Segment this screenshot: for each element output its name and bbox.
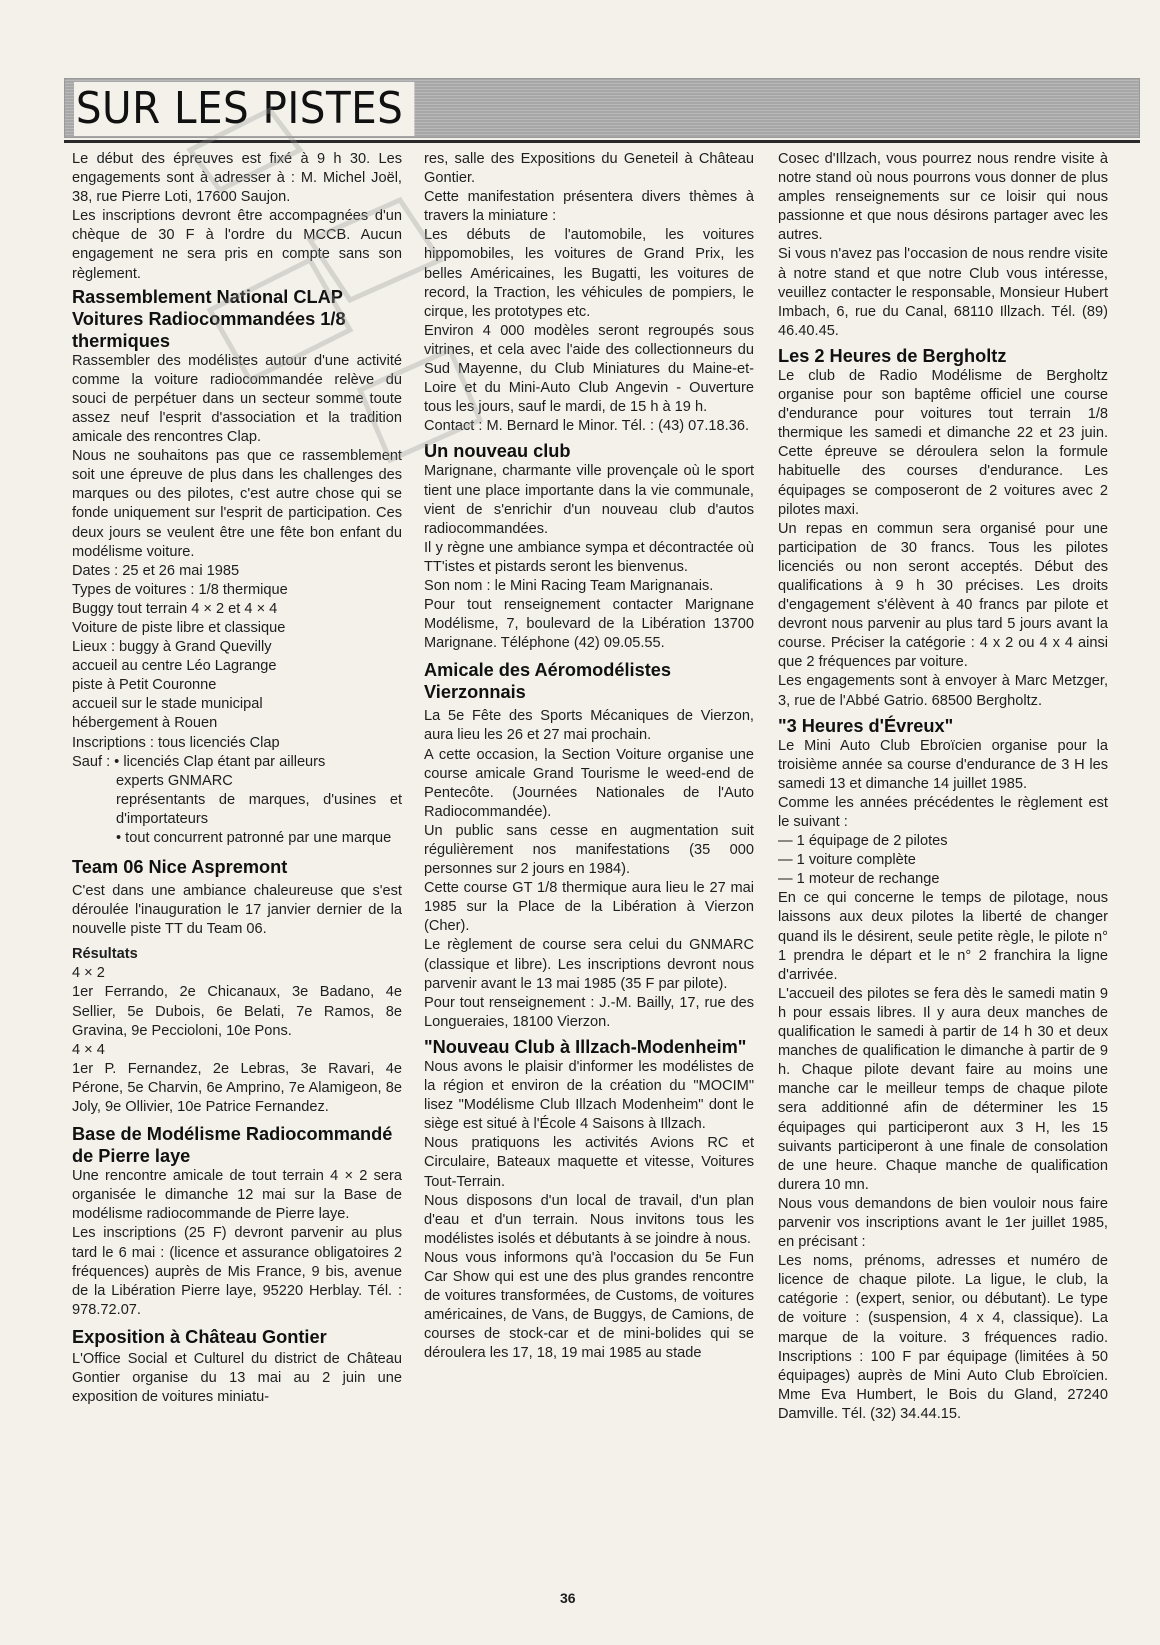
section-title: SUR LES PISTES <box>74 82 414 136</box>
paragraph: C'est dans une ambiance chaleureuse que s'est déroulée l'inauguration le 17 janvier dernier de la nouvelle piste TT du Team 06. <box>72 883 402 938</box>
paragraph: Le Mini Auto Club Ebroïcien organise pour la troisième année sa course d'endurance de 3 H les samedi 13 et dimanche 14 juillet 1985. <box>778 737 1108 792</box>
paragraph: Contact : M. Bernard le Minor. Tél. : (43) 07.18.36. <box>424 418 750 435</box>
paragraph: Comme les années précédentes le règlement est le suivant : <box>778 794 1108 830</box>
column-3 <box>778 150 1108 1424</box>
info-line: Sauf : • licenciés Clap étant par ailleurs <box>72 753 326 770</box>
info-line: accueil sur le stade municipal <box>72 696 263 713</box>
paragraph: Le règlement de course sera celui du GNMARC (classique et libre). Les inscriptions devront nous parvenir avant le 13 mai 1985 (35 F par pilote). <box>424 937 754 992</box>
results-list: 1er P. Fernandez, 2e Lebras, 3e Ravari, 4e Pérone, 5e Charvin, 6e Amprino, 7e Alamigeon, 8e Joly, 9e Ollivier, 10e Patrice Fernandez. <box>72 1060 402 1116</box>
rule-item: — 1 voiture complète <box>778 852 916 869</box>
paragraph: Les débuts de l'automobile, les voitures hippomobiles, les voitures de Grand Prix, les belles Américaines, les Bugatti, les voitures de record, la Traction, les véhicules de pompiers, le cirque, les prototypes etc. <box>424 227 754 320</box>
article-heading: "3 Heures d'Évreux" <box>778 715 954 736</box>
rule-item: — 1 équipage de 2 pilotes <box>778 833 948 850</box>
paragraph: Un public sans cesse en augmentation suit régulièrement nos manifestations (35 000 personnes sur 2 jours en 1984). <box>424 822 754 878</box>
info-line: piste à Petit Couronne <box>72 677 217 694</box>
article-heading: "Nouveau Club à Illzach-Modenheim" <box>424 1036 747 1057</box>
paragraph: La 5e Fête des Sports Mécaniques de Vierzon, aura lieu les 26 et 27 mai prochain. <box>424 708 754 744</box>
info-line: Lieux : buggy à Grand Quevilly <box>72 639 272 656</box>
article-heading: Un nouveau club <box>424 441 571 462</box>
paragraph: Si vous n'avez pas l'occasion de nous rendre visite à notre stand et que notre Club vous intéresse, veuillez contacter le responsable, Monsieur Hubert Imbach, 6, rue du Canal, 68110 Illzach. Tél. (89) 46.40.45. <box>778 246 1108 339</box>
paragraph: Il y règne une ambiance sympa et décontractée où TT'istes et pistards seront les bienvenus. <box>424 539 754 575</box>
subheading: Résultats <box>72 946 138 963</box>
paragraph: Nous vous informons qu'à l'occasion du 5e Fun Car Show qui est une des plus grandes rencontre de voitures transformées, de Customs, de voitures américaines, de Vans, de Buggys, de Camions, de courses de stock-car et de mini-bolides qui se déroulera les 17, 18, 19 mai 1985 au stade <box>424 1249 754 1362</box>
paragraph: Les engagements sont à envoyer à Marc Metzger, 3, rue de l'Abbé Gatrio. 68500 Bergholtz. <box>778 673 1108 709</box>
column-2 <box>424 150 754 1363</box>
article-columns <box>72 150 1116 1570</box>
paragraph: Nous disposons d'un local de travail, d'un plan d'eau et d'un terrain. Nous invitons tous les modélistes isolés et débutants à se joindre à nous. <box>424 1192 754 1247</box>
paragraph: A cette occasion, la Section Voiture organise une course amicale Grand Tourisme le weed-end de Pentecôte. (Journées Nationales de l'Auto Radiocommandée). <box>424 746 754 820</box>
article-heading: Amicale des Aéromodélistes Vierzonnais <box>424 660 671 703</box>
paragraph: Son nom : le Mini Racing Team Marignanais. <box>424 577 714 594</box>
paragraph: Pour tout renseignement : J.-M. Bailly, 17, rue des Longueraies, 18100 Vierzon. <box>424 994 754 1030</box>
info-line: Inscriptions : tous licenciés Clap <box>72 734 280 751</box>
paragraph: Nous ne souhaitons pas que ce rassemblement soit une épreuve de plus dans les challenges des marques ou des pilotes, c'est autre chose qui se fonde uniquement sur l'esprit de participation. Ces deux jours se veulent être une fête bon enfant du modélisme voiture. <box>72 448 402 560</box>
paragraph: Cette course GT 1/8 thermique aura lieu le 27 mai 1985 sur la Place de la Libération à Vierzon (Cher). <box>424 880 754 935</box>
results-category: 4 × 2 <box>72 965 105 982</box>
paragraph: Marignane, charmante ville provençale où le sport tient une place importante dans la vie communale, vient de s'enrichir d'un nouveau club d'autos radiocommandées. <box>424 463 754 537</box>
paragraph: Cette manifestation présentera divers thèmes à travers la miniature : <box>424 189 754 225</box>
info-line-indented: experts GNMARC <box>116 772 233 789</box>
info-line: accueil au centre Léo Lagrange <box>72 658 277 675</box>
article-heading: Base de Modélisme Radiocommandé de Pierre laye <box>72 1124 393 1167</box>
paragraph: Le début des épreuves est fixé à 9 h 30. Les engagements sont à adresser à : M. Michel Joël, 38, rue Pierre Loti, 17600 Saujon. <box>72 151 402 206</box>
info-line: Dates : 25 et 26 mai 1985 <box>72 562 240 579</box>
paragraph: En ce qui concerne le temps de pilotage, nous laissons aux deux pilotes la liberté de changer quand ils le désirent, seule petite règle, le pilote n° 1 prendra le départ et le n° 2 franchira la ligne d'arrivée. <box>778 890 1108 983</box>
article-heading: Rassemblement National CLAP Voitures Radiocommandées 1/8 thermiques <box>72 286 346 351</box>
paragraph: L'Office Social et Culturel du district de Château Gontier organise du 13 mai au 2 juin une exposition de voitures miniatu- <box>72 1350 402 1406</box>
paragraph: Environ 4 000 modèles seront regroupés sous vitrines, et cela avec l'aide des collectionneurs du Sud Mayenne, du Club Miniatures du Maine-et-Loire et du Mini-Auto Club Angevin - Ouverture tous les jours, sauf le mardi, de 15 h à 19 h. <box>424 322 754 416</box>
paragraph: Nous avons le plaisir d'informer les modélistes de la région et environ de la création du "MOCIM" lisez "Modélisme Club Illzach Modenheim" dont le siège est situé à l'École 4 Saisons à Illzach. <box>424 1058 754 1133</box>
column-1 <box>72 150 402 1407</box>
info-line: Types de voitures : 1/8 thermique <box>72 581 288 598</box>
article-heading: Les 2 Heures de Bergholtz <box>778 345 1007 366</box>
paragraph: Les inscriptions (25 F) devront parvenir au plus tard le 6 mai : (licence et assurance obligatoires 2 fréquences) auprès de Mis France, 9 bis, avenue de la Libération Pierre laye, 95220 Herblay. Tél. : 978.72.07. <box>72 1225 402 1318</box>
info-line-indented: • tout concurrent patronné par une marque <box>116 830 392 846</box>
paragraph: Le club de Radio Modélisme de Bergholtz organise pour son baptême officiel une course d'endurance pour voitures tout terrain 1/8 thermique les samedi et dimanche 22 et 23 juin. Cette épreuve se déroulera selon la formule habituelle des courses d'endurance. Les équipages se composeront de 2 voitures avec 2 pilotes maxi. <box>778 367 1108 518</box>
rule-item: — 1 moteur de rechange <box>778 871 940 888</box>
paragraph: Une rencontre amicale de tout terrain 4 × 2 sera organisée le dimanche 12 mai sur la Base de modélisme radiocommande de Pierre laye. <box>72 1168 402 1223</box>
article-heading: Team 06 Nice Aspremont <box>72 857 288 878</box>
info-line-indented: représentants de marques, d'usines et d'importateurs <box>116 791 402 827</box>
page-number: 36 <box>560 1590 576 1606</box>
paragraph: Pour tout renseignement contacter Marignane Modélisme, 7, boulevard de la Libération 13700 Marignane. Téléphone (42) 09.05.55. <box>424 597 754 652</box>
info-line: hébergement à Rouen <box>72 715 218 732</box>
article-heading: Exposition à Château Gontier <box>72 1326 327 1347</box>
paragraph: Rassembler des modélistes autour d'une activité comme la voiture radiocommandée relève du souci de perpétuer dans un secteur somme toute assez neuf l'esprit d'association et la tradition amicale des rencontres Clap. <box>72 352 402 446</box>
paragraph: Nous pratiquons les activités Avions RC et Circulaire, Bateaux maquette et vitesse, Voitures Tout-Terrain. <box>424 1135 754 1190</box>
results-category: 4 × 4 <box>72 1041 105 1058</box>
paragraph: L'accueil des pilotes se fera dès le samedi matin 9 h pour essais libres. Il y aura deux manches de qualification le samedi à partir de 14 h 30 et deux manches de qualification le dimanche à partir de 9 h. Chaque pilote devant faire au moins une manche car le meilleur temps de chaque pilote sera additionné afin de déterminer les 15 équipages qui participeront aux 3 H, les 15 suivants participeront à une finale de consolation de une heure. Chaque manche de qualification durera 10 mn. <box>778 985 1108 1193</box>
paragraph: res, salle des Expositions du Geneteil à Château Gontier. <box>424 151 754 187</box>
paragraph: Les inscriptions devront être accompagnées d'un chèque de 30 F à l'ordre du MCCB. Aucun engagement ne sera pris en compte sans son règlement. <box>72 208 402 282</box>
paragraph: Un repas en commun sera organisé pour une participation de 30 francs. Tous les pilotes licenciés ou non seront acceptés. Début des qualifications à 9 h 30 précises. Les droits d'engagement s'élèvent à 40 francs par pilote et devront nous parvenir au plus tard 5 jours avant la course. Préciser la catégorie : 4 x 2 ou 4 x 4 ainsi que 2 fréquences par voiture. <box>778 520 1108 671</box>
paragraph: Cosec d'Illzach, vous pourrez nous rendre visite à notre stand où nous pourrons vous donner de plus amples renseignements sur ce loisir qui nous passionne et que nous désirons partager avec les autres. <box>778 151 1108 244</box>
info-line: Buggy tout terrain 4 × 2 et 4 × 4 <box>72 600 278 617</box>
paragraph: Nous vous demandons de bien vouloir nous faire parvenir vos inscriptions avant le 1er juillet 1985, en précisant : <box>778 1195 1108 1251</box>
info-line: Voiture de piste libre et classique <box>72 619 286 636</box>
paragraph: Les noms, prénoms, adresses et numéro de licence de chaque pilote. La ligue, le club, la catégorie : (expert, senior, ou débutant). Le type de voiture : (suspension, 4 x 4, classique). La marque de la voiture. 3 fréquences radio. Inscriptions : 100 F par équipage (limitées à 50 équipages) auprès de Mini Auto Club Ebroïcien. Mme Eva Humbert, le Bois du Gland, 27240 Damville. Tél. (32) 34.44.15. <box>778 1253 1108 1422</box>
results-list: 1er Ferrando, 2e Chicanaux, 3e Badano, 4e Sellier, 5e Dubois, 6e Belati, 7e Ramos, 8e Gravina, 9e Peccioloni, 10e Pons. <box>72 984 402 1039</box>
page-header <box>64 78 1140 143</box>
